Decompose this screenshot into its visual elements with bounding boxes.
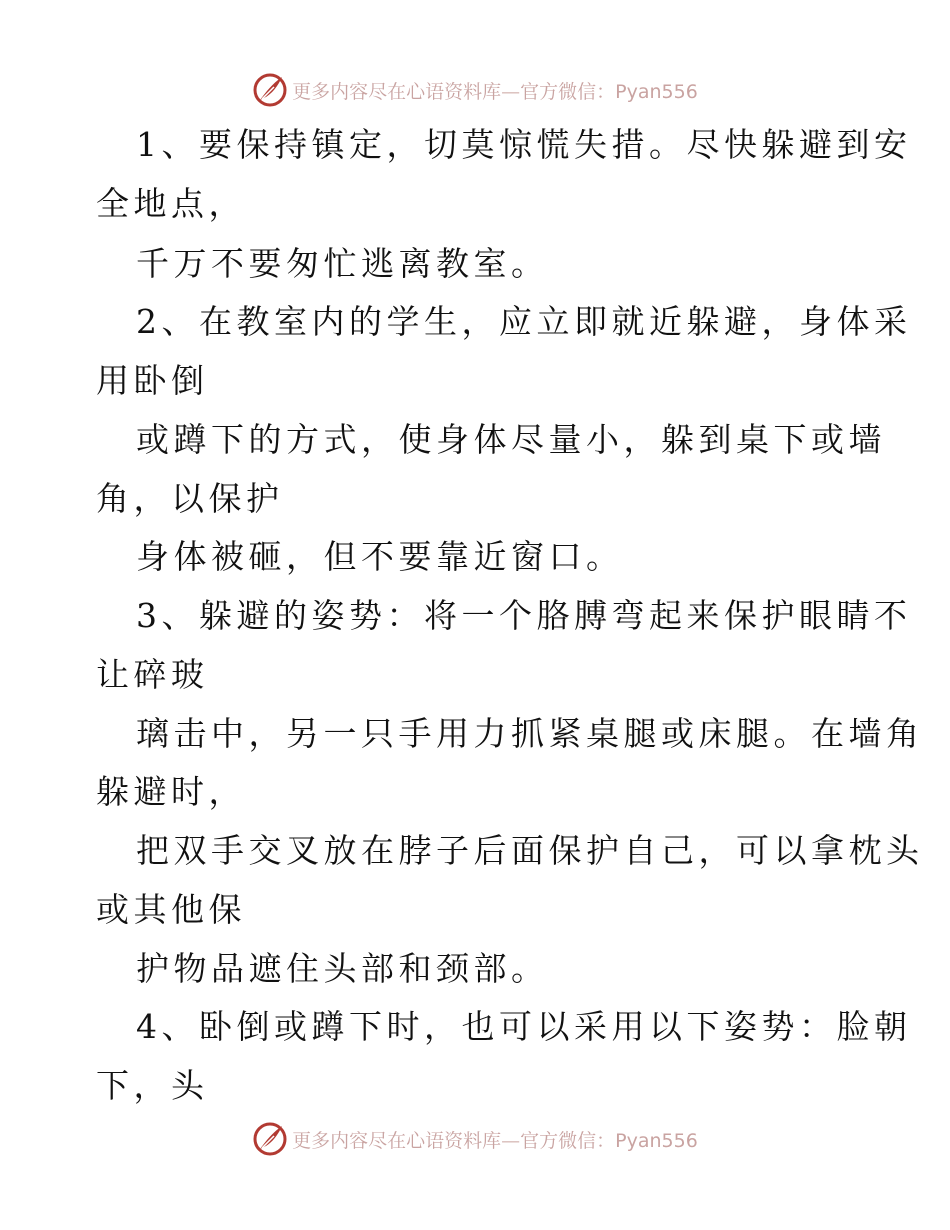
text-line: 全地点， — [96, 184, 246, 223]
header-banner — [0, 70, 950, 110]
text-line: 躲避时， — [96, 772, 246, 811]
footer-banner — [0, 1119, 950, 1159]
text-line: 让碎玻 — [96, 655, 209, 694]
footer-banner-text — [292, 1126, 698, 1153]
text-line: 把双手交叉放在脖子后面保护自己，可以拿枕头 — [136, 831, 924, 870]
text-line: 2、在教室内的学生，应立即就近躲避，身体采 — [136, 302, 912, 341]
text-line: 护物品遮住头部和颈部。 — [136, 949, 549, 988]
text-line: 璃击中，另一只手用力抓紧桌腿或床腿。在墙角 — [136, 714, 924, 753]
text-line: 或其他保 — [96, 890, 246, 929]
header-banner-separator: — — [501, 80, 521, 103]
footer-banner-separator: — — [501, 1129, 521, 1152]
text-line: 3、躲避的姿势：将一个胳膊弯起来保护眼睛不 — [136, 596, 912, 635]
footer-banner-main: 更多内容尽在心语资料库 — [292, 1129, 502, 1152]
quill-pen-logo-icon — [252, 72, 288, 108]
text-line: 角，以保护 — [96, 479, 284, 518]
text-line: 1、要保持镇定，切莫惊慌失措。尽快躲避到安 — [136, 125, 912, 164]
footer-banner-tail: 官方微信：Pyan556 — [520, 1129, 698, 1152]
quill-pen-logo-icon — [252, 1121, 288, 1157]
text-line: 身体被砸，但不要靠近窗口。 — [136, 537, 624, 576]
text-line: 下，头 — [96, 1066, 209, 1105]
text-line: 千万不要匆忙逃离教室。 — [136, 244, 549, 283]
header-banner-tail: 官方微信：Pyan556 — [520, 80, 698, 103]
text-line: 4、卧倒或蹲下时，也可以采用以下姿势：脸朝 — [136, 1007, 912, 1046]
header-banner-text — [292, 77, 698, 104]
header-banner-main: 更多内容尽在心语资料库 — [292, 80, 502, 103]
text-line: 用卧倒 — [96, 361, 209, 400]
text-line: 或蹲下的方式，使身体尽量小，躲到桌下或墙 — [136, 420, 886, 459]
